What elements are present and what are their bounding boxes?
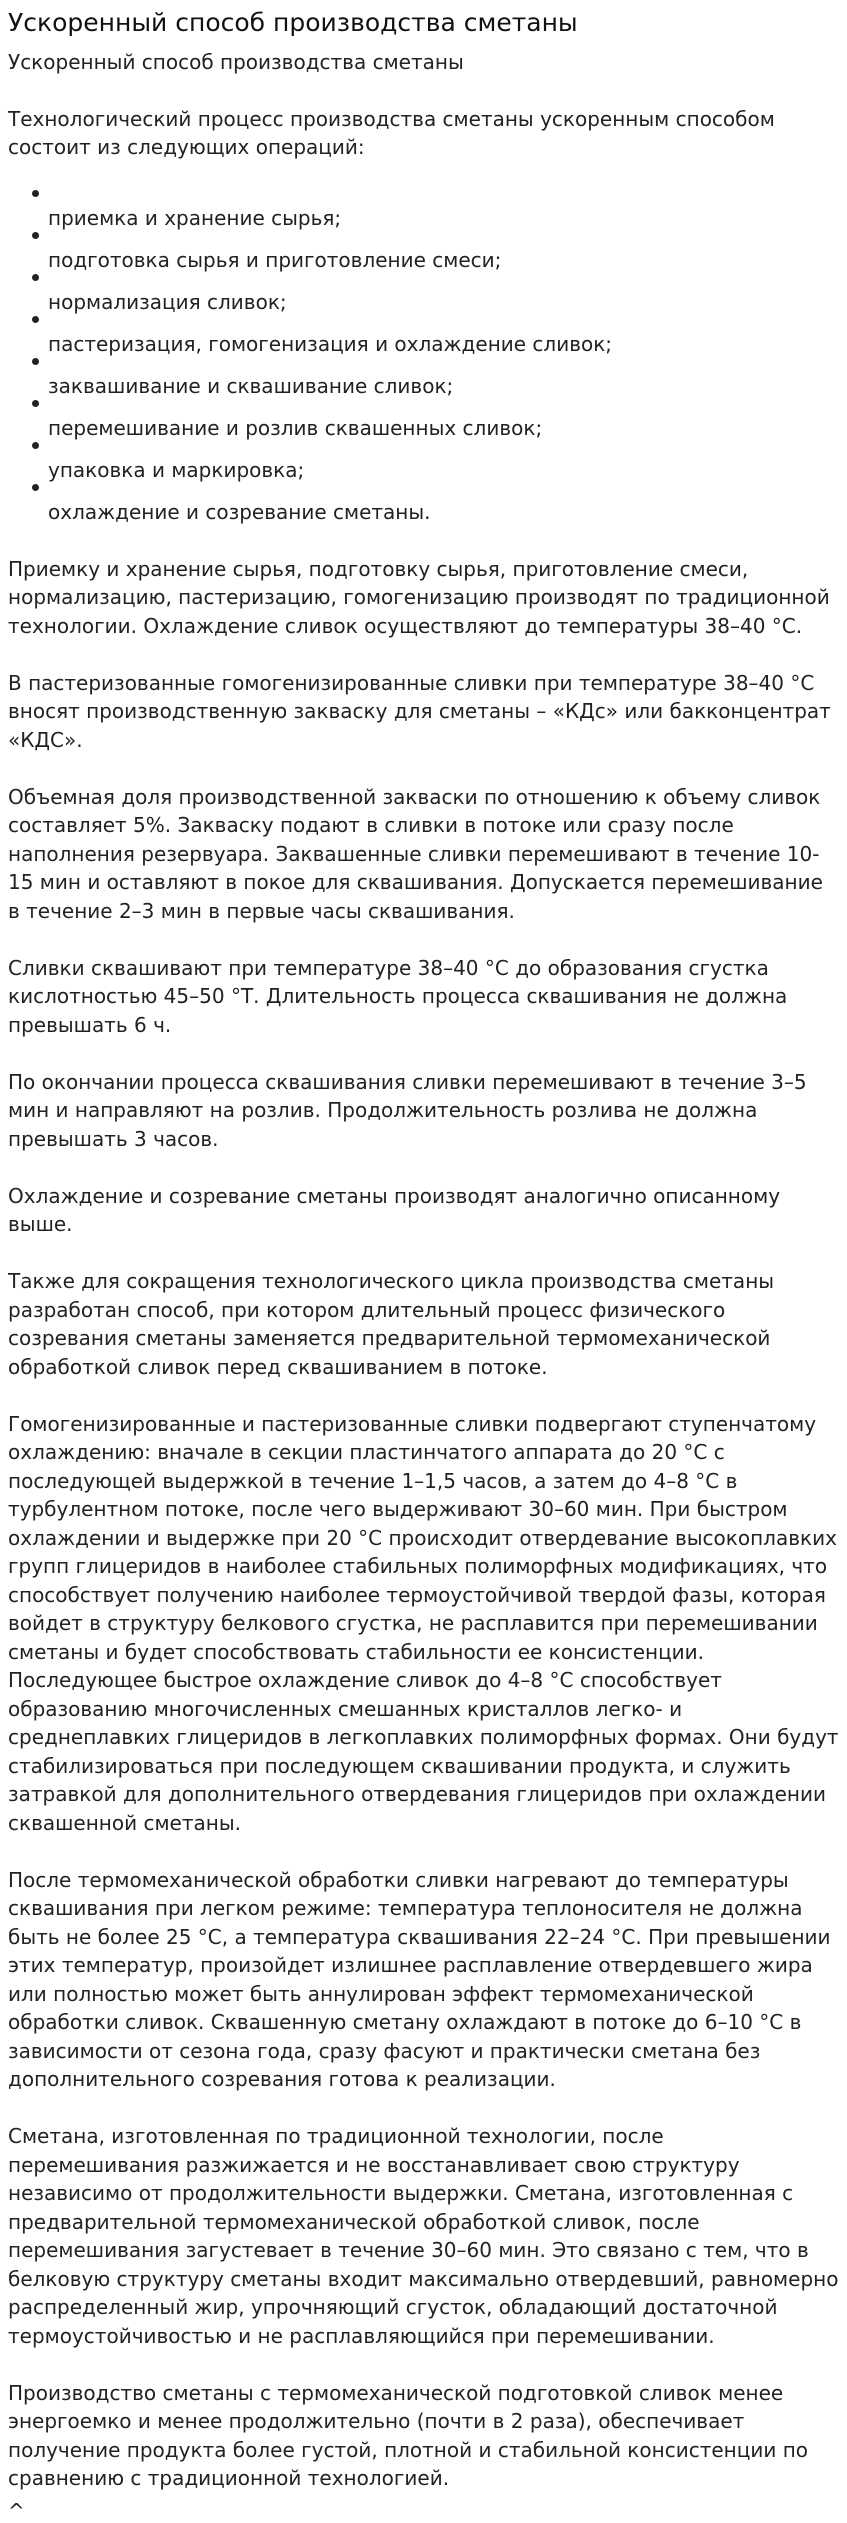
body-paragraph: После термомеханической обработки сливки нагревают до температуры сквашивания при легком режиме: температура теплоносителя не должна быть не более 25 °С, а температура сквашивания 22–24 °С. При превышении этих температур, произойдет излишнее расплавление отвердевшего жира или полностью может быть аннулирован эффект термомеханической обработки сливок. Сквашенную сметану охлаждают в потоке до 6–10 °С в зависимости от сезона года, сразу фасуют и практически сметана без дополнительного созревания готова к реализации. — [8, 1867, 831, 2091]
list-item — [32, 484, 839, 526]
bullet-icon — [32, 274, 39, 281]
list-item-text: нормализация сливок; — [48, 290, 287, 314]
operations-list — [8, 190, 839, 526]
list-item-text: упаковка и маркировка; — [48, 458, 305, 482]
page-title: Ускоренный способ производства сметаны — [8, 8, 578, 37]
list-item-text: охлаждение и созревание сметаны. — [48, 500, 431, 524]
list-item-text: подготовка сырья и приготовление смеси; — [48, 248, 502, 272]
body-paragraph: Сливки сквашивают при температуре 38–40 °С до образования сгустка кислотностью 45–50 °Т. Длительность процесса сквашивания не должна превышать 6 ч. — [8, 955, 788, 1037]
body-paragraph: Также для сокращения технологического цикла производства сметаны разработан способ, при котором длительный процесс физического созревания сметаны заменяется предварительной термомеханической обработкой сливок перед сквашиванием в потоке. — [8, 1269, 775, 1379]
article-subtitle: Ускоренный способ производства сметаны — [8, 50, 464, 74]
body-paragraph: Приемку и хранение сырья, подготовку сырья, приготовление смеси, нормализацию, пастеризацию, гомогенизацию производят по традиционной технологии. Охлаждение сливок осуществляют до температуры 38–40 °С. — [8, 556, 830, 638]
list-item — [32, 232, 839, 274]
body-paragraph: Сметана, изготовленная по традиционной технологии, после перемешивания разжижается и не восстанавливает свою структуру независимо от продолжительности выдержки. Сметана, изготовленная с предварительной термомеханической обработкой сливок, после перемешивания загустевает в течение 30–60 мин. Это связано с тем, что в белковую структуру сметаны входит максимально отвердевший, равномерно распределенный жир, упрочняющий сгусток, обладающий достаточной термоустойчивостью и не расплавляющийся при перемешивании. — [8, 2124, 839, 2348]
list-item — [32, 442, 839, 484]
list-item-text: перемешивание и розлив сквашенных сливок; — [48, 416, 543, 440]
body-paragraph: Охлаждение и созревание сметаны производят аналогично описанному выше. — [8, 1183, 781, 1236]
list-item — [32, 316, 839, 358]
list-item-text: приемка и хранение сырья; — [48, 206, 342, 230]
bullet-icon — [32, 400, 39, 407]
list-item — [32, 190, 839, 232]
body-paragraph: В пастеризованные гомогенизированные сливки при температуре 38–40 °С вносят производственную закваску для сметаны – «КДс» или бакконцентрат «КДС». — [8, 670, 831, 752]
bullet-icon — [32, 442, 39, 449]
list-item-text: заквашивание и сквашивание сливок; — [48, 374, 454, 398]
bullet-icon — [32, 316, 39, 323]
scroll-to-top-link[interactable]: ^ — [8, 2499, 25, 2523]
body-paragraph: Объемная доля производственной закваски по отношению к объему сливок составляет 5%. Закваску подают в сливки в потоке или сразу после наполнения резервуара. Заквашенные сливки перемешивают в течение 10-15 мин и оставляют в покое для сквашивания. Допускается перемешивание в течение 2–3 мин в первые часы сквашивания. — [8, 784, 823, 923]
list-item — [32, 274, 839, 316]
intro-paragraph: Технологический процесс производства сметаны ускоренным способом состоит из следующих операций: — [8, 106, 775, 159]
body-paragraph: По окончании процесса сквашивания сливки перемешивают в течение 3–5 мин и направляют на розлив. Продолжительность розлива не должна превышать 3 часов. — [8, 1069, 807, 1151]
list-item-text: пастеризация, гомогенизация и охлаждение сливок; — [48, 332, 613, 356]
list-item — [32, 400, 839, 442]
list-item — [32, 358, 839, 400]
body-paragraph: Производство сметаны с термомеханической подготовкой сливок менее энергоемко и менее продолжительно (почти в 2 раза), обеспечивает получение продукта более густой, плотной и стабильной консистенции по сравнению с традиционной технологией. — [8, 2380, 808, 2490]
bullet-icon — [32, 190, 39, 197]
bullet-icon — [32, 484, 39, 491]
bullet-icon — [32, 232, 39, 239]
body-paragraph: Гомогенизированные и пастеризованные сливки подвергают ступенчатому охлаждению: вначале в секции пластинчатого аппарата до 20 °С с последующей выдержкой в течение 1–1,5 часов, а затем до 4–8 °С в турбулентном потоке, после чего выдерживают 30–60 мин. При быстром охлаждении и выдержке при 20 °С происходит отвердевание высокоплавких групп глицеридов в наиболее стабильных полиморфных модификациях, что способствует получению наиболее термоустойчивой твердой фазы, которая войдет в структуру белкового сгустка, не расплавится при перемешивании сметаны и будет способствовать стабильности ее консистенции. Последующее быстрое охлаждение сливок до 4–8 °С способствует образованию многочисленных смешанных кристаллов легко- и среднеплавких глицеридов в легкоплавких полиморфных формах. Они будут стабилизироваться при последующем сквашивании продукта, и служить затравкой для дополнительного отвердевания глицеридов при охлаждении сквашенной сметаны. — [8, 1411, 839, 1835]
bullet-icon — [32, 358, 39, 365]
